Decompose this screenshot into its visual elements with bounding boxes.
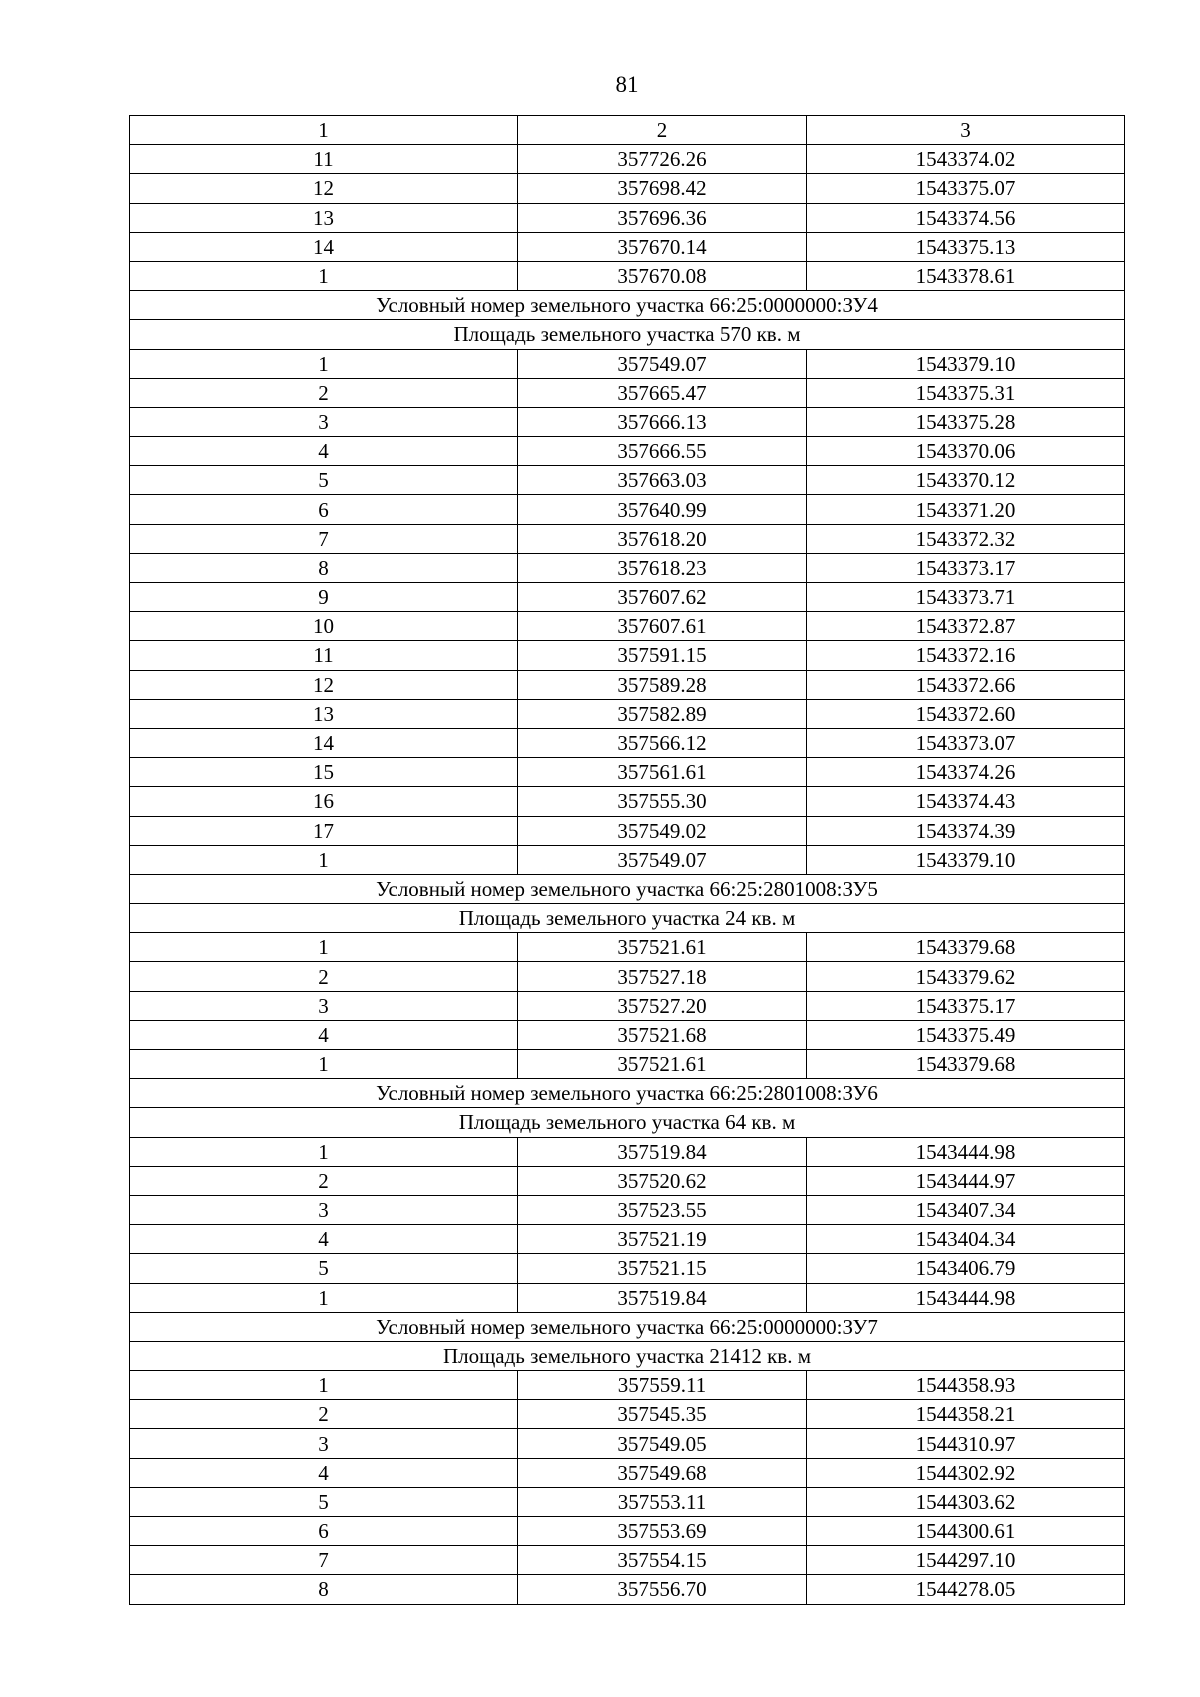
table-row <box>130 1371 1125 1400</box>
table-row <box>130 1020 1125 1049</box>
y-coordinate-cell: 1543373.17 <box>807 553 1125 582</box>
point-number-cell: 1 <box>130 1137 518 1166</box>
parcel-caption-row <box>130 1079 1125 1108</box>
table-row <box>130 1517 1125 1546</box>
y-coordinate-cell: 1543378.61 <box>807 261 1125 290</box>
x-coordinate-cell: 357553.11 <box>518 1487 807 1516</box>
table-row <box>130 1225 1125 1254</box>
x-coordinate-cell: 357618.20 <box>518 524 807 553</box>
table-row <box>130 145 1125 174</box>
x-coordinate-cell: 357545.35 <box>518 1400 807 1429</box>
coordinates-table <box>129 115 1125 1605</box>
table-row <box>130 1487 1125 1516</box>
point-number-cell: 4 <box>130 1225 518 1254</box>
y-coordinate-cell: 1543375.07 <box>807 174 1125 203</box>
x-coordinate-cell: 357520.62 <box>518 1166 807 1195</box>
x-coordinate-cell: 357726.26 <box>518 145 807 174</box>
parcel-caption-row <box>130 904 1125 933</box>
parcel-number-caption: Условный номер земельного участка 66:25:2801008:ЗУ6 <box>130 1079 1125 1108</box>
y-coordinate-cell: 1543374.02 <box>807 145 1125 174</box>
table-row <box>130 378 1125 407</box>
point-number-cell: 2 <box>130 378 518 407</box>
x-coordinate-cell: 357618.23 <box>518 553 807 582</box>
coordinates-table-body <box>130 116 1125 1605</box>
x-coordinate-cell: 357527.18 <box>518 962 807 991</box>
y-coordinate-cell: 1543444.98 <box>807 1137 1125 1166</box>
point-number-cell: 1 <box>130 349 518 378</box>
y-coordinate-cell: 1543444.97 <box>807 1166 1125 1195</box>
point-number-cell: 3 <box>130 991 518 1020</box>
table-row <box>130 845 1125 874</box>
x-coordinate-cell: 357555.30 <box>518 787 807 816</box>
y-coordinate-cell: 1544297.10 <box>807 1546 1125 1575</box>
x-coordinate-cell: 357521.68 <box>518 1020 807 1049</box>
y-coordinate-cell: 1543375.31 <box>807 378 1125 407</box>
table-row <box>130 232 1125 261</box>
x-coordinate-cell: 357549.07 <box>518 845 807 874</box>
point-number-cell: 2 <box>130 962 518 991</box>
point-number-cell: 7 <box>130 1546 518 1575</box>
table-row <box>130 612 1125 641</box>
point-number-cell: 1 <box>130 1050 518 1079</box>
point-number-cell: 8 <box>130 1575 518 1604</box>
parcel-area-caption: Площадь земельного участка 21412 кв. м <box>130 1341 1125 1370</box>
table-row <box>130 1400 1125 1429</box>
column-header-2: 2 <box>518 116 807 145</box>
y-coordinate-cell: 1543374.26 <box>807 758 1125 787</box>
y-coordinate-cell: 1543379.68 <box>807 933 1125 962</box>
y-coordinate-cell: 1543372.60 <box>807 699 1125 728</box>
parcel-caption-row <box>130 1108 1125 1137</box>
table-row <box>130 699 1125 728</box>
x-coordinate-cell: 357521.15 <box>518 1254 807 1283</box>
point-number-cell: 16 <box>130 787 518 816</box>
y-coordinate-cell: 1543372.87 <box>807 612 1125 641</box>
x-coordinate-cell: 357527.20 <box>518 991 807 1020</box>
y-coordinate-cell: 1543375.28 <box>807 407 1125 436</box>
x-coordinate-cell: 357519.84 <box>518 1137 807 1166</box>
parcel-number-caption: Условный номер земельного участка 66:25:2801008:ЗУ5 <box>130 874 1125 903</box>
point-number-cell: 9 <box>130 583 518 612</box>
table-row <box>130 962 1125 991</box>
table-row <box>130 407 1125 436</box>
y-coordinate-cell: 1544303.62 <box>807 1487 1125 1516</box>
table-row <box>130 758 1125 787</box>
table-row <box>130 933 1125 962</box>
point-number-cell: 7 <box>130 524 518 553</box>
y-coordinate-cell: 1543374.56 <box>807 203 1125 232</box>
x-coordinate-cell: 357582.89 <box>518 699 807 728</box>
x-coordinate-cell: 357521.61 <box>518 1050 807 1079</box>
parcel-area-caption: Площадь земельного участка 24 кв. м <box>130 904 1125 933</box>
parcel-area-caption: Площадь земельного участка 64 кв. м <box>130 1108 1125 1137</box>
y-coordinate-cell: 1544302.92 <box>807 1458 1125 1487</box>
table-row <box>130 728 1125 757</box>
table-row <box>130 437 1125 466</box>
point-number-cell: 13 <box>130 699 518 728</box>
x-coordinate-cell: 357521.61 <box>518 933 807 962</box>
point-number-cell: 5 <box>130 1254 518 1283</box>
point-number-cell: 1 <box>130 1283 518 1312</box>
point-number-cell: 11 <box>130 641 518 670</box>
y-coordinate-cell: 1543373.71 <box>807 583 1125 612</box>
table-row <box>130 1166 1125 1195</box>
point-number-cell: 6 <box>130 495 518 524</box>
point-number-cell: 5 <box>130 466 518 495</box>
y-coordinate-cell: 1543371.20 <box>807 495 1125 524</box>
point-number-cell: 10 <box>130 612 518 641</box>
x-coordinate-cell: 357670.14 <box>518 232 807 261</box>
table-row <box>130 495 1125 524</box>
x-coordinate-cell: 357696.36 <box>518 203 807 232</box>
point-number-cell: 3 <box>130 407 518 436</box>
table-row <box>130 261 1125 290</box>
x-coordinate-cell: 357666.55 <box>518 437 807 466</box>
y-coordinate-cell: 1543375.17 <box>807 991 1125 1020</box>
point-number-cell: 17 <box>130 816 518 845</box>
point-number-cell: 4 <box>130 1458 518 1487</box>
table-row <box>130 816 1125 845</box>
parcel-area-caption: Площадь земельного участка 570 кв. м <box>130 320 1125 349</box>
point-number-cell: 3 <box>130 1429 518 1458</box>
x-coordinate-cell: 357556.70 <box>518 1575 807 1604</box>
table-row <box>130 524 1125 553</box>
table-row <box>130 203 1125 232</box>
x-coordinate-cell: 357553.69 <box>518 1517 807 1546</box>
point-number-cell: 15 <box>130 758 518 787</box>
table-row <box>130 641 1125 670</box>
point-number-cell: 1 <box>130 933 518 962</box>
x-coordinate-cell: 357519.84 <box>518 1283 807 1312</box>
y-coordinate-cell: 1543407.34 <box>807 1195 1125 1224</box>
x-coordinate-cell: 357521.19 <box>518 1225 807 1254</box>
x-coordinate-cell: 357698.42 <box>518 174 807 203</box>
y-coordinate-cell: 1543375.13 <box>807 232 1125 261</box>
y-coordinate-cell: 1543370.12 <box>807 466 1125 495</box>
point-number-cell: 5 <box>130 1487 518 1516</box>
page-number: 81 <box>615 72 639 97</box>
point-number-cell: 3 <box>130 1195 518 1224</box>
x-coordinate-cell: 357589.28 <box>518 670 807 699</box>
x-coordinate-cell: 357665.47 <box>518 378 807 407</box>
x-coordinate-cell: 357561.61 <box>518 758 807 787</box>
table-row <box>130 174 1125 203</box>
table-row <box>130 1429 1125 1458</box>
point-number-cell: 2 <box>130 1166 518 1195</box>
x-coordinate-cell: 357591.15 <box>518 641 807 670</box>
table-row <box>130 1546 1125 1575</box>
point-number-cell: 2 <box>130 1400 518 1429</box>
x-coordinate-cell: 357640.99 <box>518 495 807 524</box>
x-coordinate-cell: 357554.15 <box>518 1546 807 1575</box>
table-row <box>130 553 1125 582</box>
x-coordinate-cell: 357549.07 <box>518 349 807 378</box>
point-number-cell: 8 <box>130 553 518 582</box>
x-coordinate-cell: 357566.12 <box>518 728 807 757</box>
y-coordinate-cell: 1544300.61 <box>807 1517 1125 1546</box>
y-coordinate-cell: 1543372.32 <box>807 524 1125 553</box>
x-coordinate-cell: 357663.03 <box>518 466 807 495</box>
column-header-3: 3 <box>807 116 1125 145</box>
table-row <box>130 1458 1125 1487</box>
y-coordinate-cell: 1544358.21 <box>807 1400 1125 1429</box>
parcel-number-caption: Условный номер земельного участка 66:25:0000000:ЗУ7 <box>130 1312 1125 1341</box>
table-row <box>130 1575 1125 1604</box>
x-coordinate-cell: 357607.61 <box>518 612 807 641</box>
column-header-1: 1 <box>130 116 518 145</box>
parcel-caption-row <box>130 291 1125 320</box>
y-coordinate-cell: 1543379.68 <box>807 1050 1125 1079</box>
x-coordinate-cell: 357607.62 <box>518 583 807 612</box>
x-coordinate-cell: 357559.11 <box>518 1371 807 1400</box>
parcel-caption-row <box>130 1341 1125 1370</box>
table-header-row <box>130 116 1125 145</box>
y-coordinate-cell: 1544358.93 <box>807 1371 1125 1400</box>
y-coordinate-cell: 1543373.07 <box>807 728 1125 757</box>
y-coordinate-cell: 1543375.49 <box>807 1020 1125 1049</box>
y-coordinate-cell: 1544310.97 <box>807 1429 1125 1458</box>
table-row <box>130 670 1125 699</box>
y-coordinate-cell: 1543372.16 <box>807 641 1125 670</box>
table-row <box>130 787 1125 816</box>
point-number-cell: 6 <box>130 1517 518 1546</box>
parcel-caption-row <box>130 874 1125 903</box>
point-number-cell: 1 <box>130 845 518 874</box>
table-row <box>130 1195 1125 1224</box>
y-coordinate-cell: 1543444.98 <box>807 1283 1125 1312</box>
x-coordinate-cell: 357549.05 <box>518 1429 807 1458</box>
point-number-cell: 12 <box>130 174 518 203</box>
point-number-cell: 11 <box>130 145 518 174</box>
y-coordinate-cell: 1543372.66 <box>807 670 1125 699</box>
table-row <box>130 1050 1125 1079</box>
y-coordinate-cell: 1543374.39 <box>807 816 1125 845</box>
y-coordinate-cell: 1543406.79 <box>807 1254 1125 1283</box>
x-coordinate-cell: 357666.13 <box>518 407 807 436</box>
x-coordinate-cell: 357670.08 <box>518 261 807 290</box>
table-row <box>130 583 1125 612</box>
table-row <box>130 349 1125 378</box>
y-coordinate-cell: 1543404.34 <box>807 1225 1125 1254</box>
x-coordinate-cell: 357523.55 <box>518 1195 807 1224</box>
y-coordinate-cell: 1543370.06 <box>807 437 1125 466</box>
y-coordinate-cell: 1543379.10 <box>807 845 1125 874</box>
point-number-cell: 14 <box>130 728 518 757</box>
parcel-caption-row <box>130 320 1125 349</box>
point-number-cell: 1 <box>130 261 518 290</box>
y-coordinate-cell: 1543379.62 <box>807 962 1125 991</box>
point-number-cell: 1 <box>130 1371 518 1400</box>
y-coordinate-cell: 1543379.10 <box>807 349 1125 378</box>
parcel-caption-row <box>130 1312 1125 1341</box>
point-number-cell: 4 <box>130 437 518 466</box>
x-coordinate-cell: 357549.68 <box>518 1458 807 1487</box>
table-row <box>130 466 1125 495</box>
table-row <box>130 991 1125 1020</box>
point-number-cell: 13 <box>130 203 518 232</box>
table-row <box>130 1137 1125 1166</box>
table-row <box>130 1283 1125 1312</box>
x-coordinate-cell: 357549.02 <box>518 816 807 845</box>
point-number-cell: 14 <box>130 232 518 261</box>
point-number-cell: 12 <box>130 670 518 699</box>
table-row <box>130 1254 1125 1283</box>
y-coordinate-cell: 1543374.43 <box>807 787 1125 816</box>
y-coordinate-cell: 1544278.05 <box>807 1575 1125 1604</box>
point-number-cell: 4 <box>130 1020 518 1049</box>
parcel-number-caption: Условный номер земельного участка 66:25:0000000:ЗУ4 <box>130 291 1125 320</box>
